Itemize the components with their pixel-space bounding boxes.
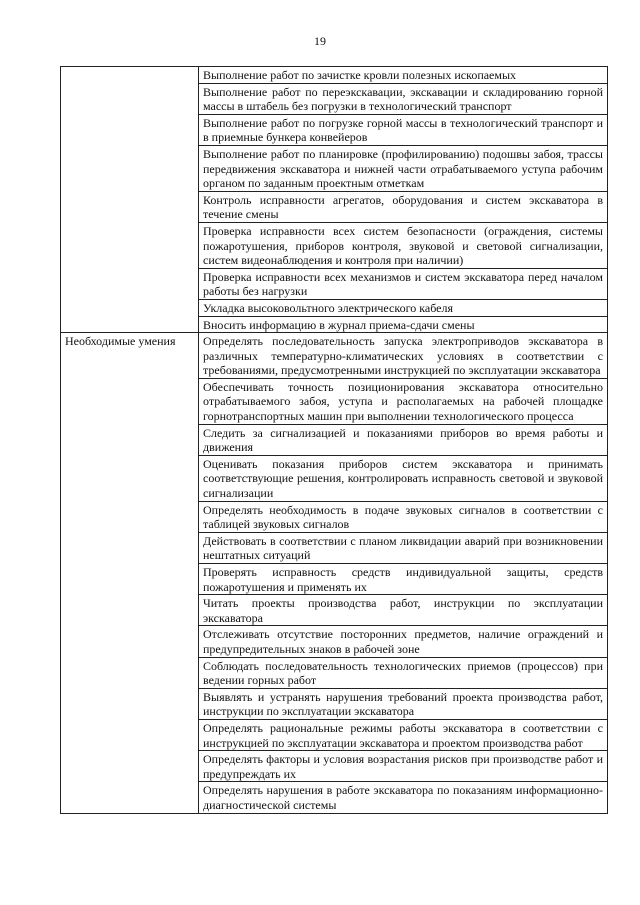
work-actions-item: Проверка исправности всех механизмов и систем экскаватора перед началом работы без нагрузки	[199, 268, 608, 299]
work-actions-item: Выполнение работ по переэкскавации, экскавации и складированию горной массы в штабель без погрузки в технологический транспорт	[199, 83, 608, 114]
required-skills-item: Обеспечивать точность позиционирования экскаватора относительно отрабатываемого забоя, уступа и располагаемых на рабочей площадке горнотранспортных машин при выполнении технологического процесса	[199, 378, 608, 424]
work-actions-item: Выполнение работ по погрузке горной массы в технологический транспорт и в приемные бункера конвейеров	[199, 114, 608, 145]
required-skills-item: Определять последовательность запуска электроприводов экскаватора в различных температурно-климатических условиях в соответствии с требованиями, предусмотренными инструкцией по эксплуатации экскаватора	[199, 333, 608, 379]
requirements-table	[60, 66, 608, 814]
required-skills-item: Определять нарушения в работе экскаватора по показаниям информационно-диагностической системы	[199, 782, 608, 813]
required-skills-item: Определять необходимость в подаче звуковых сигналов в соответствии с таблицей звуковых сигналов	[199, 501, 608, 532]
required-skills-row	[61, 333, 608, 379]
required-skills-item: Проверять исправность средств индивидуальной защиты, средств пожаротушения и применять их	[199, 564, 608, 595]
required-skills-item: Оценивать показания приборов систем экскаватора и принимать соответствующие решения, контролировать исправность световой и звуковой сигнализации	[199, 455, 608, 501]
requirements-table-body	[61, 67, 608, 814]
required-skills-label: Необходимые умения	[61, 333, 199, 813]
work-actions-item: Проверка исправности всех систем безопасности (ограждения, системы пожаротушения, приборов контроля, звуковой и световой сигнализации, систем видеонаблюдения и контроля при наличии)	[199, 222, 608, 268]
page-number: 19	[314, 34, 326, 48]
required-skills-item: Определять факторы и условия возрастания рисков при производстве работ и предупреждать их	[199, 751, 608, 782]
work-actions-label	[61, 67, 199, 333]
required-skills-item: Выявлять и устранять нарушения требований проекта производства работ, инструкции по эксплуатации экскаватора	[199, 688, 608, 719]
required-skills-item: Следить за сигнализацией и показаниями приборов во время работы и движения	[199, 424, 608, 455]
required-skills-item: Действовать в соответствии с планом ликвидации аварий при возникновении нештатных ситуаций	[199, 532, 608, 563]
work-actions-item: Выполнение работ по зачистке кровли полезных ископаемых	[199, 67, 608, 84]
required-skills-item: Отслеживать отсутствие посторонних предметов, наличие ограждений и предупредительных знаков в рабочей зоне	[199, 626, 608, 657]
work-actions-item: Выполнение работ по планировке (профилированию) подошвы забоя, трассы передвижения экскаватора и нижней части отрабатываемого уступа рабочим органом по заданным проектным отметкам	[199, 145, 608, 191]
required-skills-item: Соблюдать последовательность технологических приемов (процессов) при ведении горных работ	[199, 657, 608, 688]
required-skills-item: Определять рациональные режимы работы экскаватора в соответствии с инструкцией по эксплуатации экскаватора и проектом производства работ	[199, 719, 608, 750]
work-actions-row	[61, 67, 608, 84]
work-actions-item: Вносить информацию в журнал приема-сдачи смены	[199, 316, 608, 333]
work-actions-item: Контроль исправности агрегатов, оборудования и систем экскаватора в течение смены	[199, 191, 608, 222]
work-actions-item: Укладка высоковольтного электрического кабеля	[199, 299, 608, 316]
required-skills-item: Читать проекты производства работ, инструкции по эксплуатации экскаватора	[199, 595, 608, 626]
